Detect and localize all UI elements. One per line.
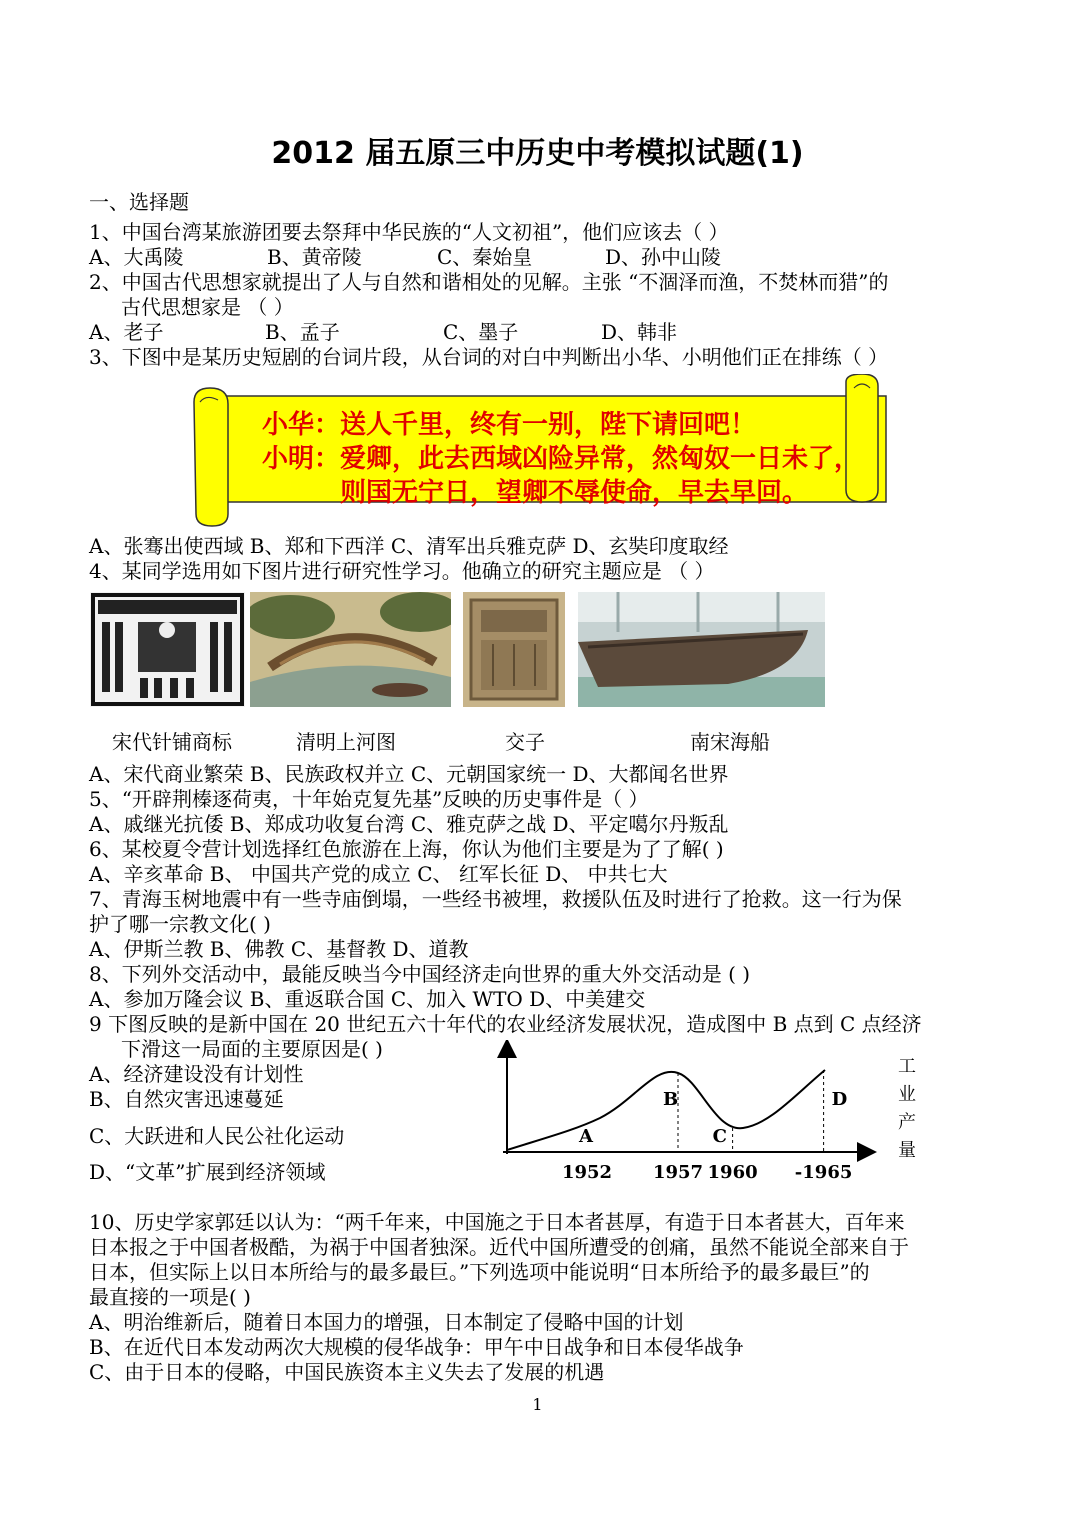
q9-option-a[interactable]: A、经济建设没有计划性 <box>89 1062 304 1086</box>
section-heading: 一、选择题 <box>89 190 189 214</box>
q5-stem: 5、“开辟荆榛逐荷夷，十年始克复先基”反映的历史事件是（ ） <box>89 787 649 811</box>
q9-option-c[interactable]: C、大跃进和人民公社化运动 <box>89 1124 345 1148</box>
q1-stem: 1、中国台湾某旅游团要去祭拜中华民族的“人文初祖”，他们应该去（ ） <box>89 220 729 244</box>
q3-options: A、张骞出使西域 B、郑和下西洋 C、清军出兵雅克萨 D、玄奘印度取经 <box>89 534 729 558</box>
q2-option-d[interactable]: D、韩非 <box>601 320 678 344</box>
point-label-a: A <box>579 1126 593 1147</box>
q1-option-c[interactable]: C、秦始皇 <box>437 245 533 269</box>
y-axis-label: 工业产量 <box>898 1056 916 1161</box>
q10-stem-line4: 最直接的一项是( ) <box>89 1285 251 1309</box>
tick-label-1957: 1957 <box>652 1162 704 1183</box>
jiaozi-paper-money-image <box>463 592 565 707</box>
q5-options: A、戚继光抗倭 B、郑成功收复台湾 C、雅克萨之战 D、平定噶尔丹叛乱 <box>89 812 729 836</box>
q4-options: A、宋代商业繁荣 B、民族政权并立 C、元朝国家统一 D、大都闻名世界 <box>89 762 729 786</box>
q7-stem-line1: 7、青海玉树地震中有一些寺庙倒塌，一些经书被埋，救援队伍及时进行了抢救。这一行为保 <box>89 887 902 911</box>
q2-stem-line1: 2、中国古代思想家就提出了人与自然和谐相处的见解。主张 “不涸泽而渔，不焚林而猎”的 <box>89 270 889 294</box>
page-title: 2012 届五原三中历史中考模拟试题(1) <box>271 136 804 171</box>
caption-qingming: 清明上河图 <box>296 730 396 754</box>
qingming-painting-image <box>250 592 451 707</box>
q4-stem: 4、某同学选用如下图片进行研究性学习。他确立的研究主题应是 （ ） <box>89 559 715 583</box>
scroll-line-2: 小明：爱卿，此去西域凶险异常，然匈奴一日未了， <box>262 444 861 474</box>
q3-stem: 3、下图中是某历史短剧的台词片段，从台词的对白中判断出小华、小明他们正在排练（ ） <box>89 345 889 369</box>
caption-jiaozi: 交子 <box>505 730 545 754</box>
q10-option-a[interactable]: A、明治维新后，随着日本国力的增强，日本制定了侵略中国的计划 <box>89 1310 684 1334</box>
scroll-line-3: 则国无宁日，望卿不辱使命，早去早回。 <box>340 478 809 508</box>
q10-stem-line1: 10、历史学家郭廷以认为：“两千年来，中国施之于日本者甚厚，有造于日本者甚大，百年来 <box>89 1210 905 1234</box>
tick-label-1960: 1960 <box>707 1162 758 1183</box>
q9-option-b[interactable]: B、自然灾害迅速蔓延 <box>89 1087 284 1111</box>
caption-trademark: 宋代针铺商标 <box>112 730 232 754</box>
q1-option-d[interactable]: D、孙中山陵 <box>605 245 722 269</box>
page-number: 1 <box>532 1395 543 1414</box>
tick-label-1965: -1965 <box>794 1162 853 1183</box>
q2-stem-line2: 古代思想家是 （ ） <box>121 295 294 319</box>
song-ship-image <box>578 592 825 707</box>
scroll-line-1: 小华：送人千里，终有一别，陛下请回吧！ <box>262 410 757 440</box>
q2-option-c[interactable]: C、墨子 <box>443 320 519 344</box>
q1-options <box>89 245 721 269</box>
q1-option-a[interactable]: A、大禹陵 <box>89 245 184 269</box>
q8-stem: 8、下列外交活动中，最能反映当今中国经济走向世界的重大外交活动是 ( ) <box>89 962 751 986</box>
q1-option-b[interactable]: B、黄帝陵 <box>267 245 362 269</box>
q6-options: A、辛亥革命 B、 中国共产党的成立 C、 红军长征 D、 中共七大 <box>89 862 668 886</box>
q9-stem-line2: 下滑这一局面的主要原因是( ) <box>121 1037 383 1061</box>
q6-stem: 6、某校夏令营计划选择红色旅游在上海，你认为他们主要是为了了解( ) <box>89 837 724 861</box>
q10-stem-line3: 日本，但实际上以日本所给与的最多最巨。”下列选项中能说明“日本所给予的最多最巨”的 <box>89 1260 870 1284</box>
production-line <box>507 1070 825 1150</box>
point-label-b: B <box>663 1089 679 1110</box>
q9-stem-line1: 9 下图反映的是新中国在 20 世纪五六十年代的农业经济发展状况，造成图中 B 点到 C 点经济 <box>89 1012 922 1036</box>
q10-stem-line2: 日本报之于中国者极酷，为祸于中国者独深。近代中国所遭受的创痛，虽然不能说全部来自于 <box>89 1235 909 1259</box>
q2-options <box>89 320 677 344</box>
q7-options: A、伊斯兰教 B、佛教 C、基督教 D、道教 <box>89 937 469 961</box>
point-label-d: D <box>831 1089 848 1110</box>
q9-option-d[interactable]: D、“文革”扩展到经济领域 <box>89 1160 326 1184</box>
q2-option-a[interactable]: A、老子 <box>89 320 164 344</box>
point-label-c: C <box>712 1126 727 1147</box>
q10-option-c[interactable]: C、由于日本的侵略，中国民族资本主义失去了发展的机遇 <box>89 1360 605 1384</box>
q2-option-b[interactable]: B、孟子 <box>265 320 340 344</box>
production-chart <box>495 1040 935 1190</box>
q10-option-b[interactable]: B、在近代日本发动两次大规模的侵华战争：甲午中日战争和日本侵华战争 <box>89 1335 744 1359</box>
q8-options: A、参加万隆会议 B、重返联合国 C、加入 WTO D、中美建交 <box>89 987 646 1011</box>
caption-ship: 南宋海船 <box>690 730 770 754</box>
tick-label-1952: 1952 <box>561 1162 613 1183</box>
needle-shop-trademark-image <box>90 592 245 707</box>
q7-stem-line2: 护了哪一宗教文化( ) <box>89 912 271 936</box>
